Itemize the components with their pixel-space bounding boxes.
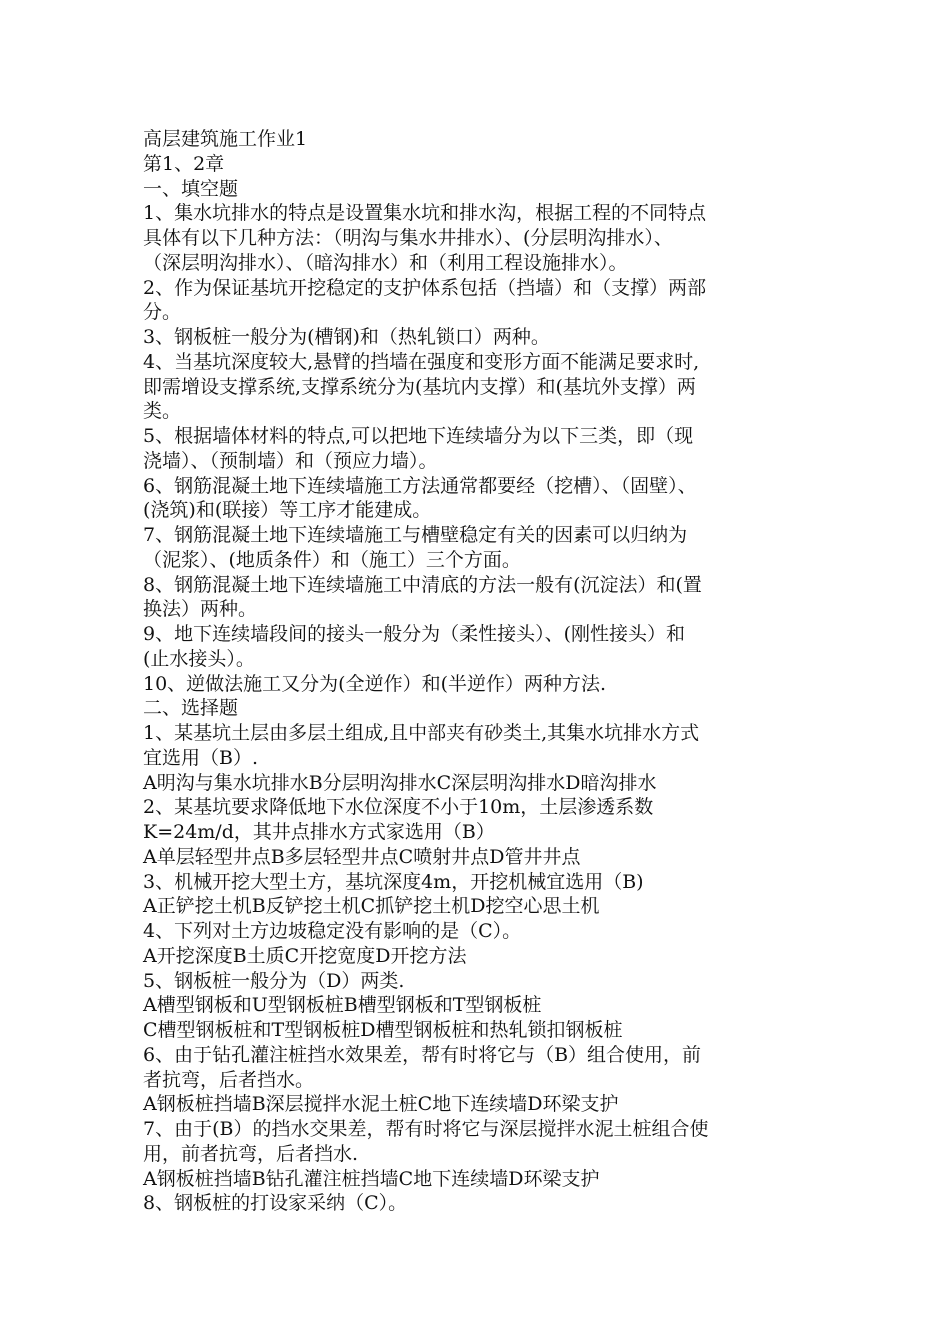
options-line: A单层轻型井点B多层轻型井点C喷射井点D管井井点 <box>143 845 581 868</box>
document-title: 高层建筑施工作业1 <box>143 128 308 150</box>
text-line: 10、逆做法施工又分为(全逆作）和(半逆作）两种方法. <box>143 672 607 695</box>
options-line: A开挖深度B土质C开挖宽度D开挖方法 <box>143 944 467 967</box>
text-line: 4、下列对土方边坡稳定没有影响的是（C）。 <box>143 920 522 942</box>
text-line: 具体有以下几种方法：（明沟与集水井排水）、(分层明沟排水）、 <box>143 227 673 249</box>
text-line: 7、钢筋混凝土地下连续墙施工与槽壁稳定有关的因素可以归纳为 <box>143 524 688 546</box>
text-line: 7、由于(B）的挡水交果差，帮有时将它与深层搅拌水泥土桩组合使 <box>143 1118 709 1140</box>
document-body <box>143 127 823 1216</box>
text-line: 用，前者抗弯，后者挡水. <box>143 1142 359 1165</box>
text-line: 1、某基坑土层由多层土组成,且中部夹有砂类土,其集水坑排水方式 <box>143 722 700 744</box>
text-line: 9、地下连续墙段间的接头一般分为（柔性接头）、(刚性接头）和 <box>143 623 686 645</box>
text-line: 即需增设支撑系统,支撑系统分为(基坑内支撑）和(基坑外支撑）两 <box>143 375 696 398</box>
text-line: 3、钢板桩一般分为(槽钢)和（热轧锁口）两种。 <box>143 326 550 348</box>
text-line: 5、根据墙体材料的特点,可以把地下连续墙分为以下三类，即（现 <box>143 425 694 447</box>
chapter-heading: 第1、2章 <box>143 152 225 175</box>
options-line: A钢板桩挡墙B钻孔灌注桩挡墙C地下连续墙D环梁支护 <box>143 1167 600 1190</box>
text-line: 宜选用（B）. <box>143 746 259 769</box>
text-line: (浇筑)和(联接）等工序才能建成。 <box>143 499 432 522</box>
text-line: 8、钢板桩的打设家采纳（C）。 <box>143 1192 408 1215</box>
text-line: 5、钢板桩一般分为（D）两类. <box>143 969 405 992</box>
text-line: （泥浆）、(地质条件）和（施工）三个方面。 <box>143 548 521 571</box>
text-line: 8、钢筋混凝土地下连续墙施工中清底的方法一般有(沉淀法）和(置 <box>143 573 702 596</box>
text-line: K=24m/d，其井点排水方式家选用（B） <box>143 821 495 843</box>
text-line: 浇墙）、（预制墙）和（预应力墙）。 <box>143 449 438 472</box>
text-line: 分。 <box>143 301 182 324</box>
options-line: A正铲挖土机B反铲挖土机C抓铲挖土机D挖空心思土机 <box>143 895 600 918</box>
text-line: 6、由于钻孔灌注桩挡水效果差，帮有时将它与（B）组合使用，前 <box>143 1043 702 1066</box>
text-line: 4、当基坑深度较大,悬臂的挡墙在强度和变形方面不能满足要求时, <box>143 350 700 373</box>
text-line: 2、作为保证基坑开挖稳定的支护体系包括（挡墙）和（支撑）两部 <box>143 276 707 299</box>
options-line: A钢板桩挡墙B深层搅拌水泥土桩C地下连续墙D环梁支护 <box>143 1093 619 1116</box>
text-line: （深层明沟排水）、（暗沟排水）和（利用工程设施排水）。 <box>143 251 628 274</box>
text-line: 者抗弯，后者挡水。 <box>143 1068 315 1091</box>
options-line: A槽型钢板和U型钢板桩B槽型钢板和T型钢板桩 <box>143 994 542 1017</box>
text-line: 换法）两种。 <box>143 598 258 621</box>
text-line: (止水接头）。 <box>143 647 255 670</box>
text-line: 3、机械开挖大型土方，基坑深度4m，开挖机械宜选用（B) <box>143 870 644 893</box>
text-line: 1、集水坑排水的特点是设置集水坑和排水沟，根据工程的不同特点 <box>143 202 707 225</box>
section-heading-multiple-choice: 二、选择题 <box>143 697 239 720</box>
options-line: A明沟与集水坑排水B分层明沟排水C深层明沟排水D暗沟排水 <box>143 771 657 794</box>
options-line: C槽型钢板桩和T型钢板桩D槽型钢板桩和热轧锁扣钢板桩 <box>143 1019 623 1041</box>
text-line: 类。 <box>143 400 182 423</box>
section-heading-fill-in: 一、填空题 <box>143 177 239 200</box>
text-line: 2、某基坑要求降低地下水位深度不小于10m，土层渗透系数 <box>143 796 654 819</box>
text-line: 6、钢筋混凝土地下连续墙施工方法通常都要经（挖槽）、（固壁）、 <box>143 474 697 497</box>
